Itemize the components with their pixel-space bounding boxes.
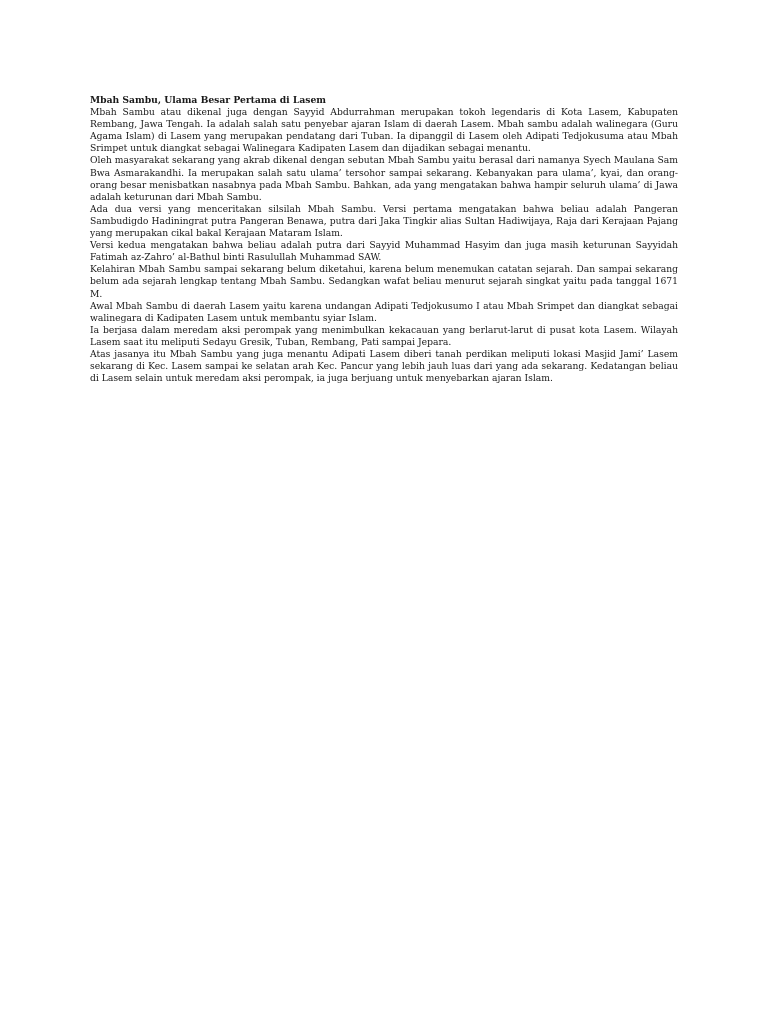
paragraph-2: Oleh masyarakat sekarang yang akrab dikenal dengan sebutan Mbah Sambu yaitu berasal dari namanya Syech Maulana Sam Bwa Asmarakandhi. Ia merupakan salah satu ulama’ tersohor sampai sekarang. Kebanyakan para ulama’, kyai, dan orang-orang besar menisbatkan nasabnya pada Mbah Sambu. Bahkan, ada yang mengatakan bahwa hampir seluruh ulama’ di Jawa adalah keturunan dari Mbah Sambu. <box>90 155 678 203</box>
paragraph-6: Awal Mbah Sambu di daerah Lasem yaitu karena undangan Adipati Tedjokusumo I atau Mbah Srimpet dan diangkat sebagai walinegara di Kadipaten Lasem untuk membantu syiar Islam. <box>90 300 678 324</box>
paragraph-4: Versi kedua mengatakan bahwa beliau adalah putra dari Sayyid Muhammad Hasyim dan juga masih keturunan Sayyidah Fatimah az-Zahro’ al-Bathul binti Rasulullah Muhammad SAW. <box>90 240 678 264</box>
document-page <box>90 95 678 385</box>
document-title: Mbah Sambu, Ulama Besar Pertama di Lasem <box>90 95 327 106</box>
paragraph-3: Ada dua versi yang menceritakan silsilah Mbah Sambu. Versi pertama mengatakan bahwa beliau adalah Pangeran Sambudigdo Hadiningrat putra Pangeran Benawa, putra dari Jaka Tingkir alias Sultan Hadiwijaya, Raja dari Kerajaan Pajang yang merupakan cikal bakal Kerajaan Mataram Islam. <box>90 203 678 240</box>
paragraph-1: Mbah Sambu atau dikenal juga dengan Sayyid Abdurrahman merupakan tokoh legendaris di Kota Lasem, Kabupaten Rembang, Jawa Tengah. Ia adalah salah satu penyebar ajaran Islam di daerah Lasem. Mbah sambu adalah walinegara (Guru Agama Islam) di Lasem yang merupakan pendatang dari Tuban. Ia dipanggil di Lasem oleh Adipati Tedjokusuma atau Mbah Srimpet untuk diangkat sebagai Walinegara Kadipaten Lasem dan dijadikan sebagai menantu. <box>90 107 678 155</box>
paragraph-5: Kelahiran Mbah Sambu sampai sekarang belum diketahui, karena belum menemukan catatan sejarah. Dan sampai sekarang belum ada sejarah lengkap tentang Mbah Sambu. Sedangkan wafat beliau menurut sejarah singkat yaitu pada tanggal 1671 M. <box>90 264 678 300</box>
paragraph-8: Atas jasanya itu Mbah Sambu yang juga menantu Adipati Lasem diberi tanah perdikan meliputi lokasi Masjid Jami’ Lasem sekarang di Kec. Lasem sampai ke selatan arah Kec. Pancur yang lebih jauh luas dari yang ada sekarang. Kedatangan beliau di Lasem selain untuk meredam aksi perompak, ia juga berjuang untuk menyebarkan ajaran Islam. <box>90 348 678 385</box>
paragraph-7: Ia berjasa dalam meredam aksi perompak yang menimbulkan kekacauan yang berlarut-larut di pusat kota Lasem. Wilayah Lasem saat itu meliputi Sedayu Gresik, Tuban, Rembang, Pati sampai Jepara. <box>90 324 678 348</box>
